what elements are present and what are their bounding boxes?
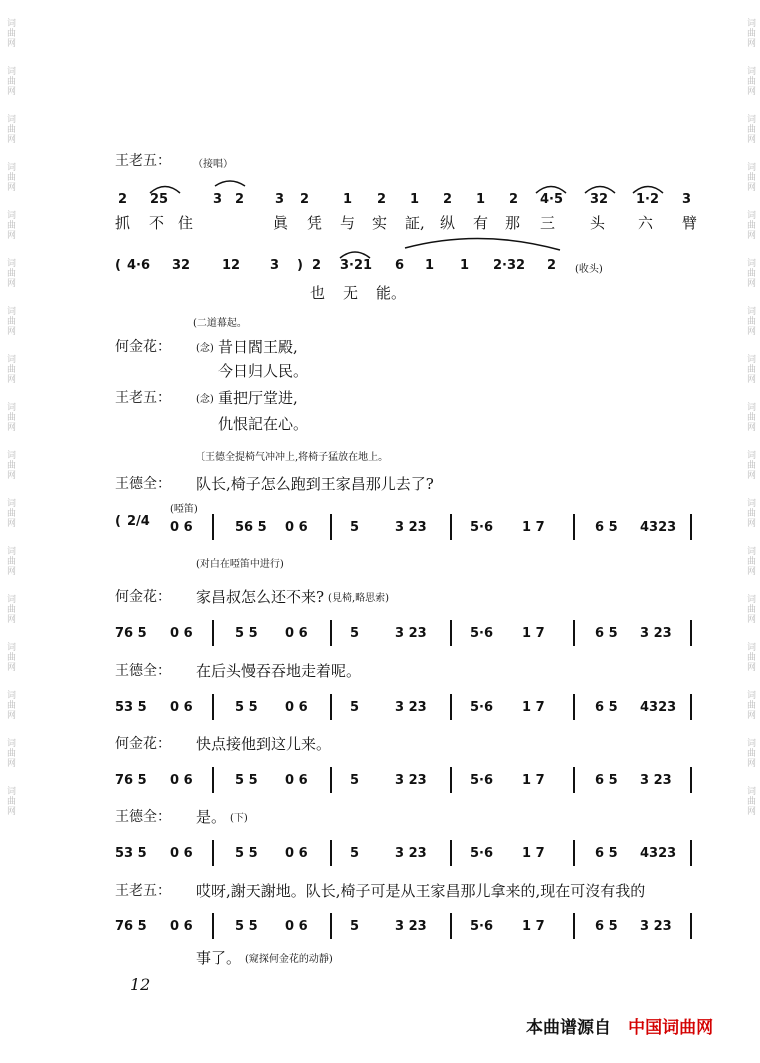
note-cell: 5 5 xyxy=(235,773,258,788)
note: 4·5 xyxy=(540,192,564,207)
note-cell: 6 5 xyxy=(595,626,618,641)
paren-open: ( xyxy=(115,514,121,529)
watermark-text: 词曲网 xyxy=(745,354,755,384)
bar-line xyxy=(450,913,452,939)
page-number: 12 xyxy=(130,975,151,994)
note-cell: 0 6 xyxy=(170,700,193,715)
slur-marks xyxy=(0,0,760,320)
watermark-text: 词曲网 xyxy=(745,498,755,528)
lyric-char: 能。 xyxy=(376,284,407,302)
note-cell: 0 6 xyxy=(170,846,193,861)
watermark-text: 词曲网 xyxy=(5,498,15,528)
note-cell: 1 7 xyxy=(522,520,545,535)
note: 1 xyxy=(476,192,486,207)
note-cell: 0 6 xyxy=(285,700,308,715)
note-cell: 3 23 xyxy=(395,520,427,535)
watermark-text: 词曲网 xyxy=(745,210,755,240)
stage-note: (下) xyxy=(230,813,248,824)
note: 2 xyxy=(547,258,557,273)
note: 1 xyxy=(343,192,353,207)
bar-line xyxy=(573,694,575,720)
note-cell: 3 23 xyxy=(395,626,427,641)
note-cell: 5 5 xyxy=(235,919,258,934)
lyric-char: 也 xyxy=(310,284,326,302)
note-cell: 3 23 xyxy=(640,773,672,788)
source-footer xyxy=(526,1013,713,1038)
lyric-char: 实 xyxy=(372,214,388,232)
note: 2·32 xyxy=(493,258,526,273)
note-cell: 3 23 xyxy=(395,700,427,715)
note-cell: 0 6 xyxy=(285,773,308,788)
note-cell: 76 5 xyxy=(115,626,147,641)
note-cell: 5 xyxy=(350,626,360,641)
note-cell: 3 23 xyxy=(640,626,672,641)
bar-line xyxy=(690,514,692,540)
note: 3·21 xyxy=(340,258,373,273)
note-cell: 76 5 xyxy=(115,919,147,934)
stage-note: (念) xyxy=(196,394,214,405)
note-cell: 0 6 xyxy=(170,626,193,641)
row-label: (啞笛) xyxy=(170,504,198,515)
dialogue-line: 快点接他到这儿来。 xyxy=(196,735,332,753)
note-cell: 5 xyxy=(350,520,360,535)
note: 1 xyxy=(425,258,435,273)
watermark-text: 词曲网 xyxy=(5,690,15,720)
speaker-label: 王德全： xyxy=(115,476,171,492)
note: 4·6 xyxy=(127,258,151,273)
time-signature: 2/4 xyxy=(127,514,150,529)
dialogue-line: 是。 xyxy=(196,808,227,826)
stage-direction: (二道幕起。 xyxy=(193,318,247,329)
lyric-char: 不 xyxy=(149,214,165,232)
note-cell: 0 6 xyxy=(170,773,193,788)
speaker-label: 王德全： xyxy=(115,663,171,679)
dialogue-line: 昔日閻王殿, xyxy=(218,338,298,356)
note-cell: 6 5 xyxy=(595,520,618,535)
note-cell: 6 5 xyxy=(595,846,618,861)
bar-line xyxy=(450,767,452,793)
note: 2 xyxy=(443,192,453,207)
note-cell: 5·6 xyxy=(470,773,494,788)
note: 2 xyxy=(377,192,387,207)
note-cell: 0 6 xyxy=(285,846,308,861)
watermark-text: 词曲网 xyxy=(5,162,15,192)
note-cell: 3 23 xyxy=(395,846,427,861)
note-cell: 6 5 xyxy=(595,700,618,715)
watermark-text: 词曲网 xyxy=(5,738,15,768)
note-cell: 5 5 xyxy=(235,626,258,641)
note-cell: 1 7 xyxy=(522,700,545,715)
bar-line xyxy=(330,840,332,866)
note: 32 xyxy=(590,192,609,207)
note-cell: 0 6 xyxy=(170,520,193,535)
stage-note: (收头) xyxy=(575,264,603,275)
bar-line xyxy=(690,620,692,646)
note-cell: 5 5 xyxy=(235,846,258,861)
bar-line xyxy=(330,913,332,939)
lyric-char: 抓 xyxy=(115,214,131,232)
bar-line xyxy=(330,514,332,540)
note: 1·2 xyxy=(636,192,660,207)
watermark-text: 词曲网 xyxy=(5,18,15,48)
bar-line xyxy=(690,840,692,866)
lyric-char: 臂 xyxy=(682,214,698,232)
note-cell: 5 5 xyxy=(235,700,258,715)
stage-note: (見椅,略思索) xyxy=(328,593,390,604)
note: 32 xyxy=(172,258,191,273)
bar-line xyxy=(690,767,692,793)
note-cell: 5·6 xyxy=(470,846,494,861)
watermark-text: 词曲网 xyxy=(745,642,755,672)
lyric-char: 眞 xyxy=(273,214,289,232)
bar-line xyxy=(212,694,214,720)
dialogue-line: 哎呀,謝天謝地。队长,椅子可是从王家昌那儿拿来的,现在可沒有我的 xyxy=(196,882,646,900)
dialogue-line: 家昌叔怎么还不来? xyxy=(196,588,325,606)
note-cell: 0 6 xyxy=(285,919,308,934)
lyric-char: 六 xyxy=(638,214,654,232)
watermark-text: 词曲网 xyxy=(5,210,15,240)
row-label: (对白在啞笛中进行) xyxy=(196,559,284,570)
note-cell: 4323 xyxy=(640,846,677,861)
bar-line xyxy=(212,913,214,939)
bar-line xyxy=(573,840,575,866)
note-cell: 53 5 xyxy=(115,700,147,715)
lyric-char: 头 xyxy=(590,214,606,232)
lyric-char: 凭 xyxy=(307,214,323,232)
lyric-char: 与 xyxy=(340,214,356,232)
lyric-char: 那 xyxy=(505,214,521,232)
note-cell: 5·6 xyxy=(470,700,494,715)
stage-note: (窥探何金花的动靜) xyxy=(245,954,333,965)
note: 1 xyxy=(410,192,420,207)
speaker-label: 王老五： xyxy=(115,390,171,406)
speaker-label: 王德全： xyxy=(115,809,171,825)
bar-line xyxy=(212,767,214,793)
note-cell: 6 5 xyxy=(595,773,618,788)
watermark-text: 词曲网 xyxy=(745,66,755,96)
note-cell: 1 7 xyxy=(522,626,545,641)
watermark-text: 词曲网 xyxy=(5,546,15,576)
lyric-char: 无 xyxy=(343,284,359,302)
note-cell: 3 23 xyxy=(640,919,672,934)
lyric-char: 三 xyxy=(540,214,556,232)
watermark-text: 词曲网 xyxy=(5,786,15,816)
bar-line xyxy=(212,620,214,646)
note-cell: 5·6 xyxy=(470,626,494,641)
watermark-text: 词曲网 xyxy=(5,66,15,96)
note-cell: 76 5 xyxy=(115,773,147,788)
note-cell: 53 5 xyxy=(115,846,147,861)
note-cell: 0 6 xyxy=(170,919,193,934)
watermark-text: 词曲网 xyxy=(745,402,755,432)
speaker-label: 何金花： xyxy=(115,736,171,752)
note-cell: 5 xyxy=(350,919,360,934)
bar-line xyxy=(573,913,575,939)
note-cell: 1 7 xyxy=(522,919,545,934)
bar-line xyxy=(450,840,452,866)
note: 2 xyxy=(118,192,128,207)
bar-line xyxy=(690,913,692,939)
lyric-char: 証, xyxy=(405,214,425,232)
watermark-text: 词曲网 xyxy=(745,738,755,768)
watermark-text: 词曲网 xyxy=(745,546,755,576)
lyric-char: 有 xyxy=(473,214,489,232)
note: 3 xyxy=(682,192,692,207)
note-cell: 6 5 xyxy=(595,919,618,934)
note-cell: 4323 xyxy=(640,700,677,715)
note: ( xyxy=(115,258,121,273)
bar-line xyxy=(330,620,332,646)
speaker-label: 王老五： xyxy=(115,883,171,899)
dialogue-line: 今日归人民。 xyxy=(218,362,309,380)
note: 3 xyxy=(275,192,285,207)
watermark-text: 词曲网 xyxy=(5,354,15,384)
note: 2 xyxy=(509,192,519,207)
dialogue-line: 仇恨記在心。 xyxy=(218,415,309,433)
stage-note: （接唱） xyxy=(193,159,233,170)
bar-line xyxy=(212,514,214,540)
note: 12 xyxy=(222,258,241,273)
note: 2 xyxy=(300,192,310,207)
dialogue-line: 重把厅堂进, xyxy=(218,389,298,407)
note: 3 xyxy=(213,192,223,207)
note-cell: 5 xyxy=(350,773,360,788)
note-cell: 3 23 xyxy=(395,919,427,934)
bar-line xyxy=(330,694,332,720)
note: 25 xyxy=(150,192,169,207)
source-prefix: 本曲谱源自 xyxy=(526,1018,611,1038)
note-cell: 3 23 xyxy=(395,773,427,788)
note: 6 xyxy=(395,258,405,273)
note-cell: 4323 xyxy=(640,520,677,535)
note: 2 xyxy=(312,258,322,273)
note-cell: 56 5 xyxy=(235,520,267,535)
watermark-text: 词曲网 xyxy=(745,162,755,192)
dialogue-line: 事了。 xyxy=(196,949,242,967)
watermark-text: 词曲网 xyxy=(745,114,755,144)
bar-line xyxy=(450,620,452,646)
note: 1 xyxy=(460,258,470,273)
watermark-text: 词曲网 xyxy=(5,594,15,624)
dialogue-line: 队长,椅子怎么跑到王家昌那儿去了? xyxy=(196,475,434,493)
watermark-text: 词曲网 xyxy=(745,306,755,336)
speaker-label: 何金花： xyxy=(115,339,171,355)
watermark-text: 词曲网 xyxy=(745,690,755,720)
dialogue-line: 在后头慢吞吞地走着呢。 xyxy=(196,662,362,680)
watermark-text: 词曲网 xyxy=(5,450,15,480)
lyric-char: 住 xyxy=(178,214,194,232)
bar-line xyxy=(573,767,575,793)
stage-direction: 〔王德全提椅气冲冲上,将椅子猛放在地上。 xyxy=(195,452,389,463)
note: 3 xyxy=(270,258,280,273)
note: ) xyxy=(297,258,303,273)
note-cell: 5 xyxy=(350,700,360,715)
bar-line xyxy=(330,767,332,793)
source-site: 中国词曲网 xyxy=(628,1018,714,1038)
note-cell: 1 7 xyxy=(522,773,545,788)
watermark-text: 词曲网 xyxy=(745,258,755,288)
watermark-text: 词曲网 xyxy=(745,450,755,480)
note-cell: 5·6 xyxy=(470,520,494,535)
speaker-label: 何金花： xyxy=(115,589,171,605)
watermark-text: 词曲网 xyxy=(5,114,15,144)
note-cell: 0 6 xyxy=(285,520,308,535)
watermark-text: 词曲网 xyxy=(5,642,15,672)
bar-line xyxy=(573,620,575,646)
stage-note: (念) xyxy=(196,343,214,354)
lyric-char: 纵 xyxy=(440,214,456,232)
bar-line xyxy=(690,694,692,720)
watermark-text: 词曲网 xyxy=(5,306,15,336)
watermark-text: 词曲网 xyxy=(745,18,755,48)
note-cell: 5·6 xyxy=(470,919,494,934)
note: 2 xyxy=(235,192,245,207)
watermark-text: 词曲网 xyxy=(745,786,755,816)
watermark-text: 词曲网 xyxy=(745,594,755,624)
speaker-label: 王老五： xyxy=(115,153,171,169)
note-cell: 1 7 xyxy=(522,846,545,861)
bar-line xyxy=(573,514,575,540)
watermark-text: 词曲网 xyxy=(5,402,15,432)
bar-line xyxy=(450,514,452,540)
bar-line xyxy=(212,840,214,866)
watermark-text: 词曲网 xyxy=(5,258,15,288)
bar-line xyxy=(450,694,452,720)
note-cell: 0 6 xyxy=(285,626,308,641)
note-cell: 5 xyxy=(350,846,360,861)
